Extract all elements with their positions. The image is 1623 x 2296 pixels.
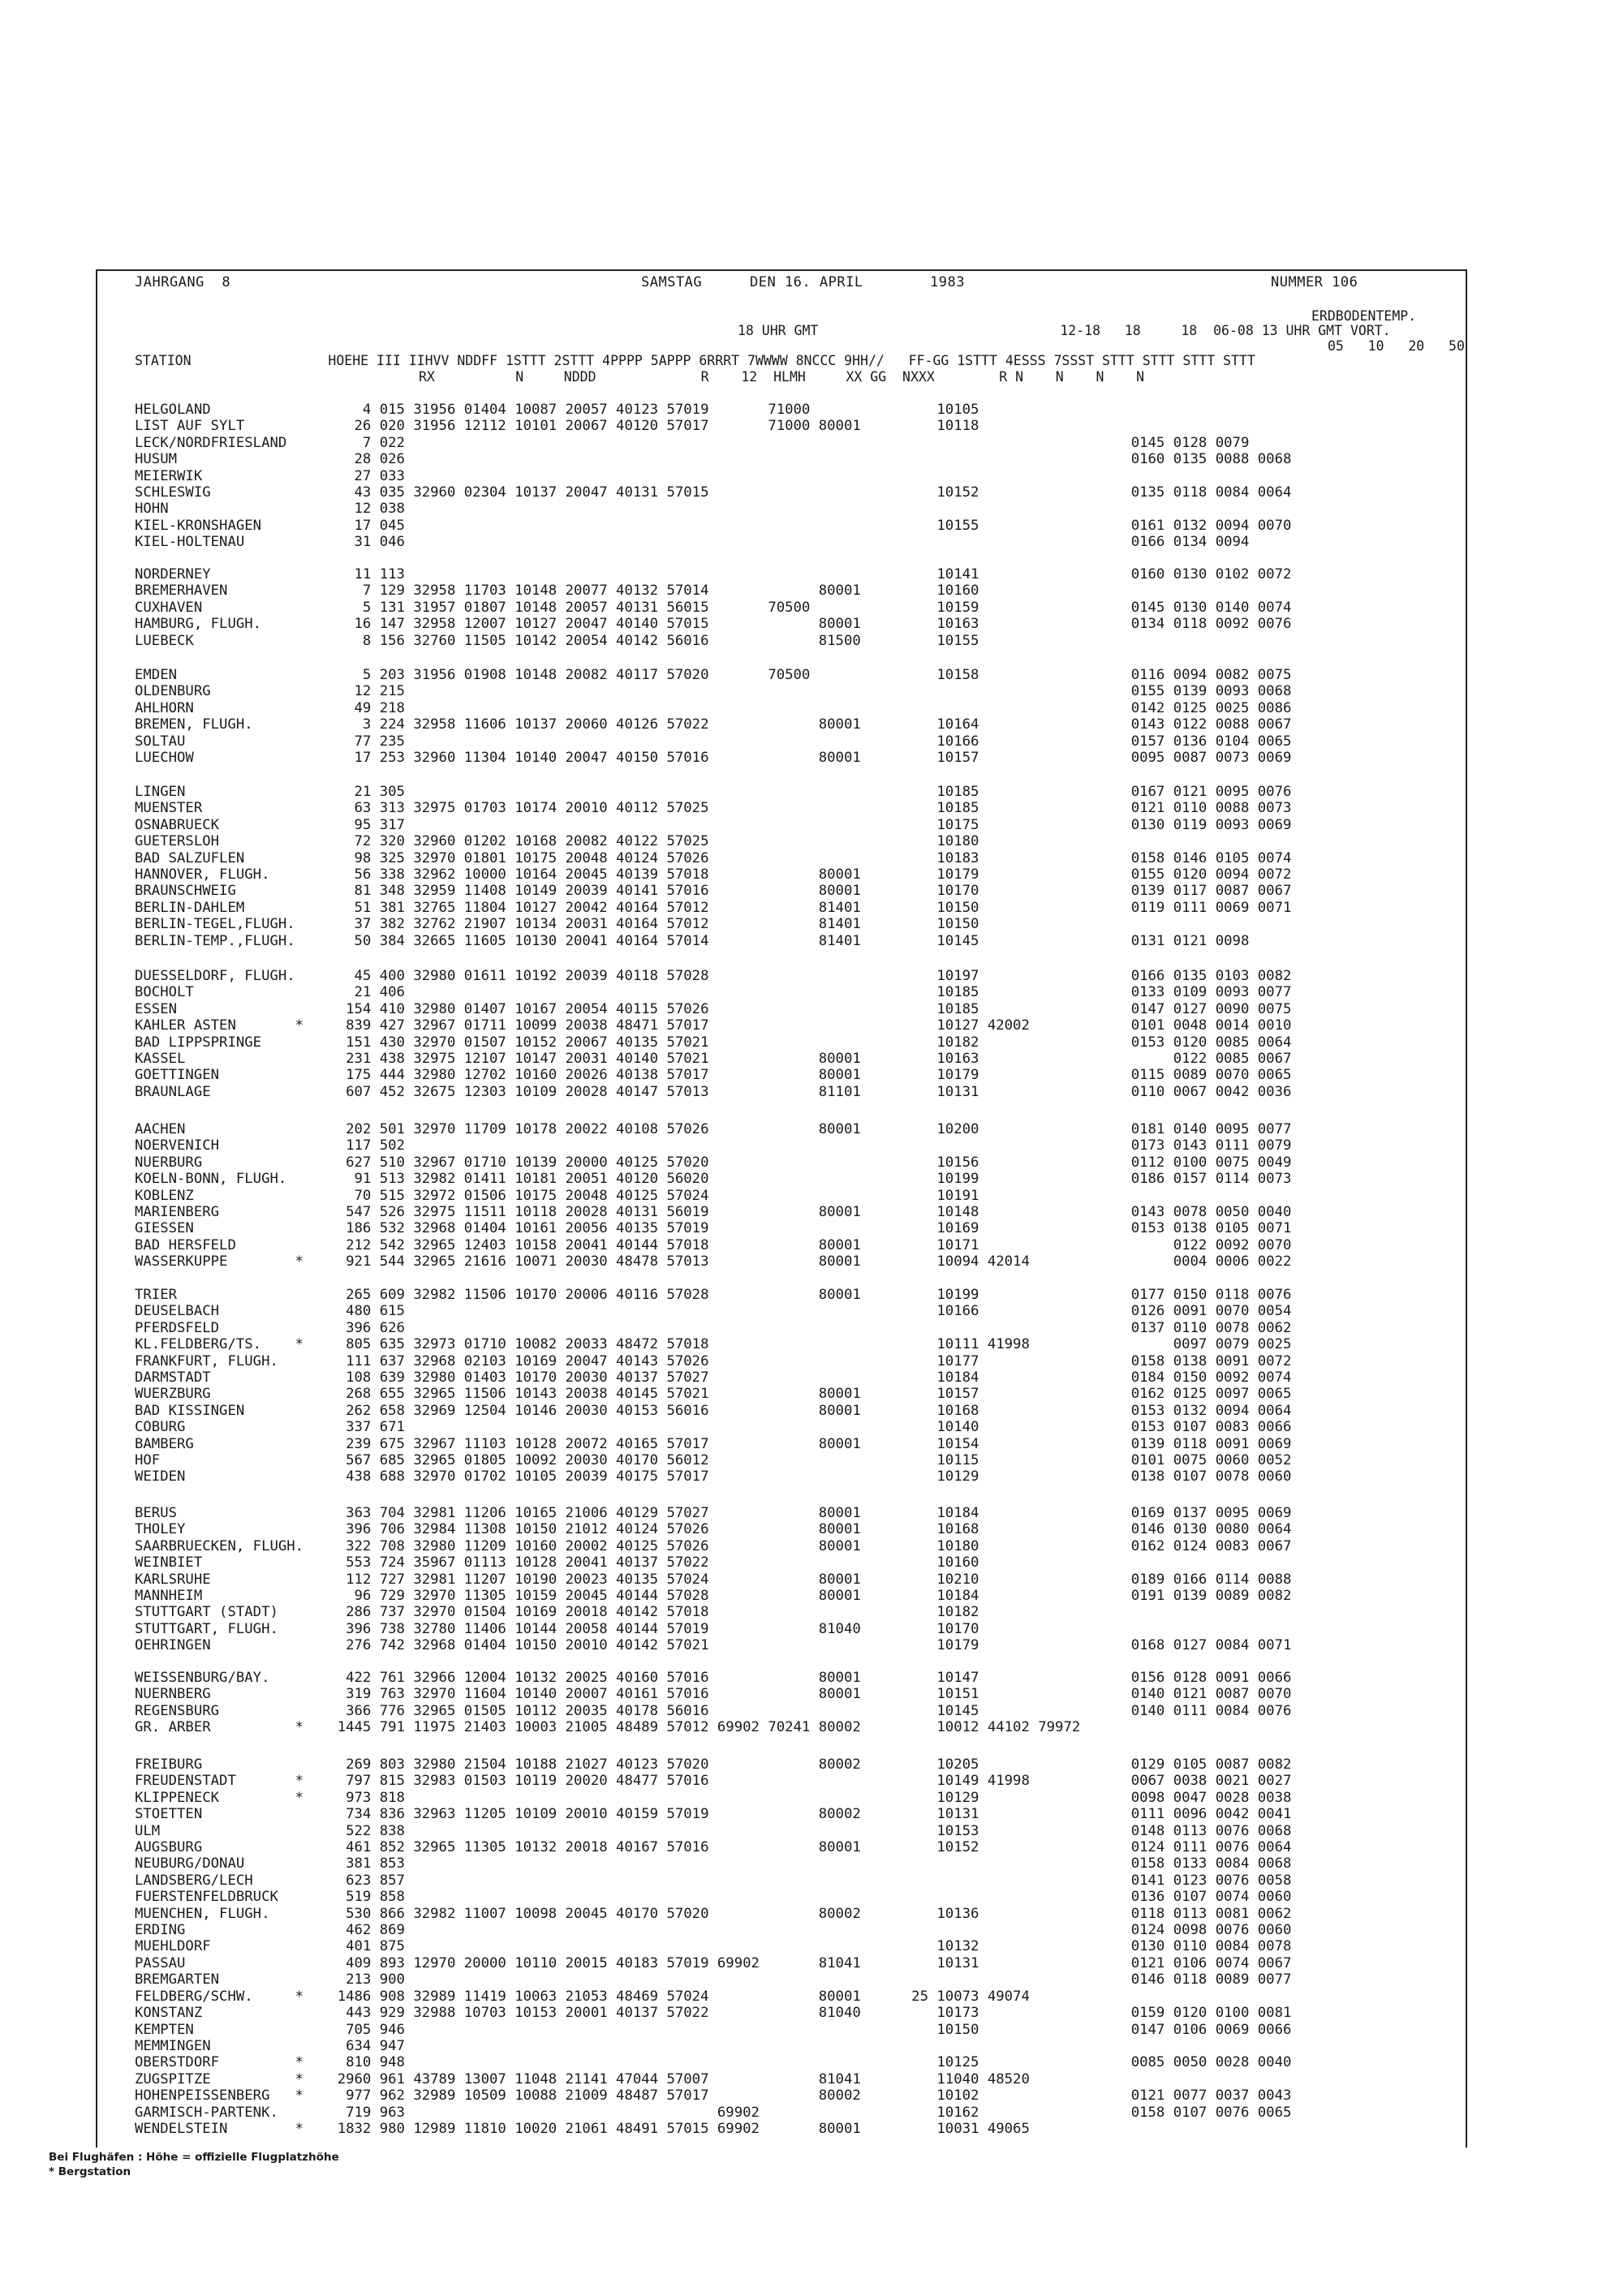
station-block-south: FREIBURG 269 803 32980 21504 10188 21027 40123 57020 80002 10205 0129 0105 0087 0082 FREUDENSTADT * 797 815 32983 01503 10119 20020 48477 57016 10149 41998 0067 0038 0021 0027 KLIPPENECK * 973 818 10129 0098 0047 0028 0038 STOETTEN 734 836 32963 11205 10109 20010 40159 57019 80002 10131 0111 0096 0042 0041 ULM 522 838 10153 0148 0113 0076 0068 AUGSBURG 461 852 32965 11305 10132 20018 40167 57016 80001 10152 0124 0111 0076 0064 NEUBURG/DONAU 381 853 0158 0133 0084 0068 LANDSBERG/LECH 623 857 0141 0123 0076 0058 FUERSTENFELDBRUCK 519 858 0136 0107 0074 0060 MUENCHEN, FLUGH. 530 866 32982 11007 10098 20045 40170 57020 80002 10136 0118 0113 0081 0062 ERDING 462 869 0124 0098 0076 0060 MUEHLDORF 401 875 10132 0130 0110 0084 0078 PASSAU 409 893 12970 20000 10110 20015 40183 57019 69902 81041 10131 0121 0106 0074 0067 BREMGARTEN 213 900 0146 0118 0089 0077 FELDBERG/SCHW. * 1486 908 32989 11419 10063 21053 48469 57024 80001 25 10073 49074 KONSTANZ 443 929 32988 10703 10153 20001 40137 57022 81040 10173 0159 0120 0100 0081 KEMPTEN 705 946 10150 0147 0106 0069 0066 MEMMINGEN 634 947 OBERSTDORF * 810 948 10125 0085 0050 0028 0040 ZUGSPITZE * 2960 961 43789 13007 11048 21141 47044 57007 81041 11040 48520 HOHENPEISSENBERG * 977 962 32989 10509 10088 21009 48487 57017 80002 10102 0121 0077 0037 0043 GARMISCH-PARTENK. 719 963 69902 10162 0158 0107 0076 0065 WENDELSTEIN * 1832 980 12989 11810 10020 21061 48491 57015 69902 80001 10031 49065 [135,1756,1292,2137]
station-block-westphalia-berlin: LINGEN 21 305 10185 0167 0121 0095 0076 MUENSTER 63 313 32975 01703 10174 20010 40112 57025 10185 0121 0110 0088 0073 OSNABRUECK 95 317 10175 0130 0119 0093 0069 GUETERSLOH 72 320 32960 01202 10168 20082 40122 57025 10180 BAD SALZUFLEN 98 325 32970 01801 10175 20048 40124 57026 10183 0158 0146 0105 0074 HANNOVER, FLUGH. 56 338 32962 10000 10164 20045 40139 57018 80001 10179 0155 0120 0094 0072 BRAUNSCHWEIG 81 348 32959 11408 10149 20039 40141 57016 80001 10170 0139 0117 0087 0067 BERLIN-DAHLEM 51 381 32765 11804 10127 20042 40164 57012 81401 10150 0119 0111 0069 0071 BERLIN-TEGEL,FLUGH. 37 382 32762 21907 10134 20031 40164 57012 81401 10150 BERLIN-TEMP.,FLUGH. 50 384 32665 11605 10130 20041 40164 57014 81401 10145 0131 0121 0098 [135,784,1292,949]
footnote-mountain-station: * Bergstation [49,2165,131,2178]
weekday: SAMSTAG [641,274,703,290]
column-header-line3: 05 10 20 50 [1328,338,1465,354]
station-block-saar-baden: BERUS 363 704 32981 11206 10165 21006 40129 57027 80001 10184 0169 0137 0095 0069 THOLEY 396 706 32984 11308 10150 21012 40124 57026 80001 10168 0146 0130 0080 0064 SAARBRUECKEN, FLUGH. 322 708 32980 11209 10160 20002 40125 57026 80001 10180 0162 0124 0083 0067 WEINBIET 553 724 35967 01113 10128 20041 40137 57022 10160 KARLSRUHE 112 727 32981 11207 10190 20023 40135 57024 80001 10210 0189 0166 0114 0088 MANNHEIM 96 729 32970 11305 10159 20045 40144 57028 80001 10184 0191 0139 0089 0082 STUTTGART (STADT) 286 737 32970 01504 10169 20018 40142 57018 10182 STUTTGART, FLUGH. 396 738 32780 11406 10144 20058 40144 57019 81040 10170 OEHRINGEN 276 742 32968 01404 10150 20010 40142 57021 10179 0168 0127 0084 0071 [135,1505,1292,1654]
station-block-lower-saxony: EMDEN 5 203 31956 01908 10148 20082 40117 57020 70500 10158 0116 0094 0082 0075 OLDENBURG 12 215 0155 0139 0093 0068 AHLHORN 49 218 0142 0125 0025 0086 BREMEN, FLUGH. 3 224 32958 11606 10137 20060 40126 57022 80001 10164 0143 0122 0088 0067 SOLTAU 77 235 10166 0157 0136 0104 0065 LUECHOW 17 253 32960 11304 10140 20047 40150 57016 80001 10157 0095 0087 0073 0069 [135,667,1292,767]
station-block-north-coast: HELGOLAND 4 015 31956 01404 10087 20057 40123 57019 71000 10105 LIST AUF SYLT 26 020 31956 12112 10101 20067 40120 57017 71000 80001 10118 LECK/NORDFRIESLAND 7 022 0145 0128 0079 HUSUM 28 026 0160 0135 0088 0068 MEIERWIK 27 033 SCHLESWIG 43 035 32960 02304 10137 20047 40131 57015 10152 0135 0118 0084 0064 HOHN 12 038 KIEL-KRONSHAGEN 17 045 10155 0161 0132 0094 0070 KIEL-HOLTENAU 31 046 0166 0134 0094 [135,402,1292,551]
jahrgang: JAHRGANG 8 [135,274,231,290]
column-header-line2: 18 UHR GMT 12-18 18 18 06-08 13 UHR GMT VORT. [738,323,1391,338]
station-block-rhine-ruhr: DUESSELDORF, FLUGH. 45 400 32980 01611 10192 20039 40118 57028 10197 0166 0135 0103 0082 BOCHOLT 21 406 10185 0133 0109 0093 0077 ESSEN 154 410 32980 01407 10167 20054 40115 57026 10185 0147 0127 0090 0075 KAHLER ASTEN * 839 427 32967 01711 10099 20038 48471 57017 10127 42002 0101 0048 0014 0010 BAD LIPPSPRINGE 151 430 32970 01507 10152 20067 40135 57021 10182 0153 0120 0085 0064 KASSEL 231 438 32975 12107 10147 20031 40140 57021 80001 10163 0122 0085 0067 GOETTINGEN 175 444 32980 12702 10160 20026 40138 57017 80001 10179 0115 0089 0070 0065 BRAUNLAGE 607 452 32675 12303 10109 20028 40147 57013 81101 10131 0110 0067 0042 0036 [135,968,1292,1100]
column-header-line1: ERDBODENTEMP. [1311,308,1417,324]
station-block-rhineland-hesse: AACHEN 202 501 32970 11709 10178 20022 40108 57026 80001 10200 0181 0140 0095 0077 NOERVENICH 117 502 0173 0143 0111 0079 NUERBURG 627 510 32967 01710 10139 20000 40125 57020 10156 0112 0100 0075 0049 KOELN-BONN, FLUGH. 91 513 32982 01411 10181 20051 40120 56020 10199 0186 0157 0114 0073 KOBLENZ 70 515 32972 01506 10175 20048 40125 57024 10191 MARIENBERG 547 526 32975 11511 10118 20028 40131 56019 80001 10148 0143 0078 0050 0040 GIESSEN 186 532 32968 01404 10161 20056 40135 57019 10169 0153 0138 0105 0071 BAD HERSFELD 212 542 32965 12403 10158 20041 40144 57018 80001 10171 0122 0092 0070 WASSERKUPPE * 921 544 32965 21616 10071 20030 48478 57013 80001 10094 42014 0004 0006 0022 [135,1121,1292,1271]
column-header-line4: STATION HOEHE III IIHVV NDDFF 1STTT 2STTT 4PPPP 5APPP 6RRRT 7WWWW 8NCCC 9HH// FF-GG 1STTT 4ESSS 7SSST STTT STTT STTT STTT [135,353,1255,368]
station-block-bavaria-north: WEISSENBURG/BAY. 422 761 32966 12004 10132 20025 40160 57016 80001 10147 0156 0128 0091 0066 NUERNBERG 319 763 32970 11604 10140 20007 40161 57016 80001 10151 0140 0121 0087 0070 REGENSBURG 366 776 32965 01505 10112 20035 40178 56016 10145 0140 0111 0084 0076 GR. ARBER * 1445 791 11975 21403 10003 21005 48489 57012 69902 70241 80002 10012 44102 79972 [135,1670,1292,1736]
station-block-main-franconia: TRIER 265 609 32982 11506 10170 20006 40116 57028 80001 10199 0177 0150 0118 0076 DEUSELBACH 480 615 10166 0126 0091 0070 0054 PFERDSFELD 396 626 0137 0110 0078 0062 KL.FELDBERG/TS. * 805 635 32973 01710 10082 20033 48472 57018 10111 41998 0097 0079 0025 FRANKFURT, FLUGH. 111 637 32968 02103 10169 20047 40143 57026 10177 0158 0138 0091 0072 DARMSTADT 108 639 32980 01403 10170 20030 40137 57027 10184 0184 0150 0092 0074 WUERZBURG 268 655 32965 11506 10143 20038 40145 57021 80001 10157 0162 0125 0097 0065 BAD KISSINGEN 262 658 32969 12504 10146 20030 40153 56016 80001 10168 0153 0132 0094 0064 COBURG 337 671 10140 0153 0107 0083 0066 BAMBERG 239 675 32967 11103 10128 20072 40165 57017 80001 10154 0139 0118 0091 0069 HOF 567 685 32965 01805 10092 20030 40170 56012 10115 0101 0075 0060 0052 WEIDEN 438 688 32970 01702 10105 20039 40175 57017 10129 0138 0107 0078 0060 [135,1287,1292,1486]
issue-number: NUMMER 106 [1271,274,1358,290]
column-header-line5: RX N NDDD R 12 HLMH XX GG NXXX R N N N N [419,369,1145,385]
footnote-airport-height: Bei Flughäfen : Höhe = offizielle Flugplatzhöhe [49,2151,339,2164]
station-block-lower-elbe: NORDERNEY 11 113 10141 0160 0130 0102 0072 BREMERHAVEN 7 129 32958 11703 10148 20077 40132 57014 80001 10160 CUXHAVEN 5 131 31957 01807 10148 20057 40131 56015 70500 10159 0145 0130 0140 0074 HAMBURG, FLUGH. 16 147 32958 12007 10127 20047 40140 57015 80001 10163 0134 0118 0092 0076 LUEBECK 8 156 32760 11505 10142 20054 40142 56016 81500 10155 [135,566,1292,649]
year: 1983 [930,274,965,290]
date: DEN 16. APRIL [750,274,863,290]
